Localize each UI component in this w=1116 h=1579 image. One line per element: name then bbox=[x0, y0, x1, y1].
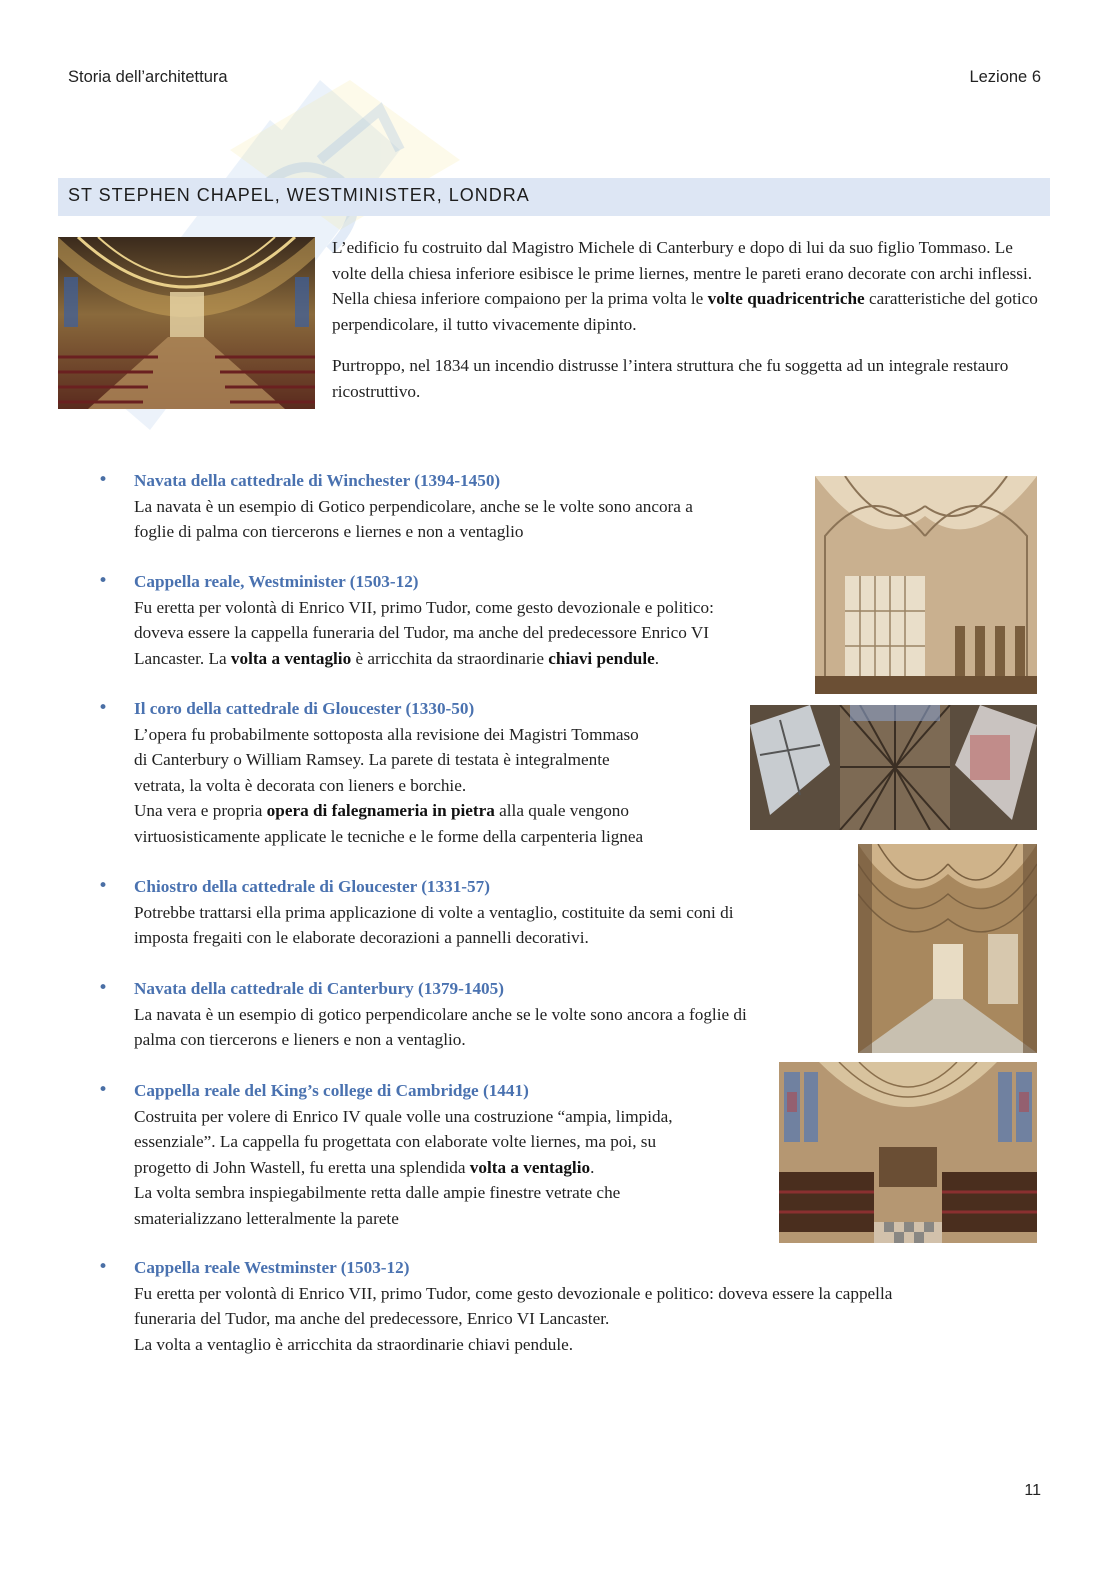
item-line: smaterializzano letteralmente la parete bbox=[134, 1208, 399, 1228]
header-course-title: Storia dell’architettura bbox=[68, 68, 228, 86]
item-line: Una vera e propria opera di falegnameria in pietra alla quale vengono bbox=[134, 801, 629, 820]
item-title: Chiostro della cattedrale di Gloucester (1331-57) bbox=[134, 877, 490, 896]
item-line: La navata è un esempio di Gotico perpendicolare, anche se le volte sono ancora a bbox=[134, 496, 693, 516]
page-number: 11 bbox=[1024, 1482, 1041, 1499]
item-line: doveva essere la cappella funeraria del Tudor, ma anche del predecessore Enrico VI bbox=[134, 623, 710, 642]
item-title: Il coro della cattedrale di Gloucester (1330-50) bbox=[134, 699, 475, 718]
item-line: La navata è un esempio di gotico perpendicolare anche se le volte sono ancora a foglie di bbox=[134, 1004, 747, 1024]
bullet-icon: • bbox=[98, 978, 109, 998]
item-line: Fu eretta per volontà di Enrico VII, primo Tudor, come gesto devozionale e politico: doveva essere la cappella bbox=[134, 1283, 893, 1303]
kings-college-chapel-photo bbox=[779, 1062, 1037, 1243]
gloucester-cloister-photo bbox=[858, 844, 1037, 1053]
item-title: Navata della cattedrale di Winchester (1394-1450) bbox=[134, 471, 501, 490]
intro-paragraph-2: Purtroppo, nel 1834 un incendio distrusse l’intera struttura che fu soggetta ad un integrale restauro ricostruttivo. bbox=[332, 356, 1009, 401]
item-line: foglie di palma con tiercerons e liernes e non a ventaglio bbox=[134, 522, 524, 541]
item-line: funeraria del Tudor, ma anche del predecessore, Enrico VI Lancaster. bbox=[134, 1309, 610, 1328]
header-lesson-number: Lezione 6 bbox=[969, 68, 1041, 86]
bullet-icon: • bbox=[98, 470, 109, 490]
bullet-icon: • bbox=[98, 571, 109, 591]
item-line: La volta sembra inspiegabilmente retta dalle ampie finestre vetrate che bbox=[134, 1183, 621, 1202]
item-title: Cappella reale Westminster (1503-12) bbox=[134, 1258, 410, 1277]
item-line: essenziale”. La cappella fu progettata con elaborate volte liernes, ma poi, su bbox=[134, 1132, 657, 1151]
bullet-icon: • bbox=[98, 876, 109, 896]
item-title: Cappella reale del King’s college di Cambridge (1441) bbox=[134, 1081, 529, 1100]
intro-paragraph-1: L’edificio fu costruito dal Magistro Michele di Canterbury e dopo di lui da suo figlio Tommaso. Le volte della chiesa inferiore esibisce le prime liernes, mentre le pareti erano decorate con archi inflessi. Nella chiesa inferiore compaiono per la prima volta le volte quadricentriche caratteristiche del gotico perpendicolare, il tutto vivacemente dipinto. bbox=[332, 238, 1038, 334]
item-line: Potrebbe trattarsi ella prima applicazione di volte a ventaglio, costituite da semi coni di bbox=[134, 902, 734, 922]
winchester-nave-photo bbox=[815, 476, 1037, 694]
item-line: Costruita per volere di Enrico IV quale volle una costruzione “ampia, limpida, bbox=[134, 1106, 673, 1126]
item-line: palma con tiercerons e lieners e non a ventaglio. bbox=[134, 1030, 466, 1049]
emphasis-volte-quadricentriche: volte quadricentriche bbox=[707, 289, 865, 308]
item-line: La volta a ventaglio è arricchita da straordinarie chiavi pendule. bbox=[134, 1334, 574, 1354]
item-line: Lancaster. La volta a ventaglio è arricchita da straordinarie chiavi pendule. bbox=[134, 648, 660, 668]
item-line: progetto di John Wastell, fu eretta una splendida volta a ventaglio. bbox=[134, 1157, 595, 1177]
st-stephen-chapel-photo bbox=[58, 237, 315, 409]
item-title: Navata della cattedrale di Canterbury (1379-1405) bbox=[134, 979, 504, 998]
item-line: L’opera fu probabilmente sottoposta alla revisione dei Magistri Tommaso bbox=[134, 724, 639, 744]
item-line: vetrata, la volta è decorata con lieners e borchie. bbox=[134, 775, 467, 795]
item-line: virtuosisticamente applicate le tecniche e le forme della carpenteria lignea bbox=[134, 826, 644, 846]
bullet-icon: • bbox=[98, 1257, 109, 1277]
bullet-icon: • bbox=[98, 698, 109, 718]
bullet-icon: • bbox=[98, 1080, 109, 1100]
item-line: imposta fregaiti con le elaborate decorazioni a pannelli decorativi. bbox=[134, 928, 589, 947]
item-line: Fu eretta per volontà di Enrico VII, primo Tudor, come gesto devozionale e politico: bbox=[134, 597, 714, 617]
section-title: ST STEPHEN CHAPEL, WESTMINISTER, LONDRA bbox=[68, 185, 530, 205]
item-line: di Canterbury o William Ramsey. La parete di testata è integralmente bbox=[134, 750, 610, 769]
gloucester-choir-vault-photo bbox=[750, 705, 1037, 830]
item-title: Cappella reale, Westminister (1503-12) bbox=[134, 572, 419, 591]
